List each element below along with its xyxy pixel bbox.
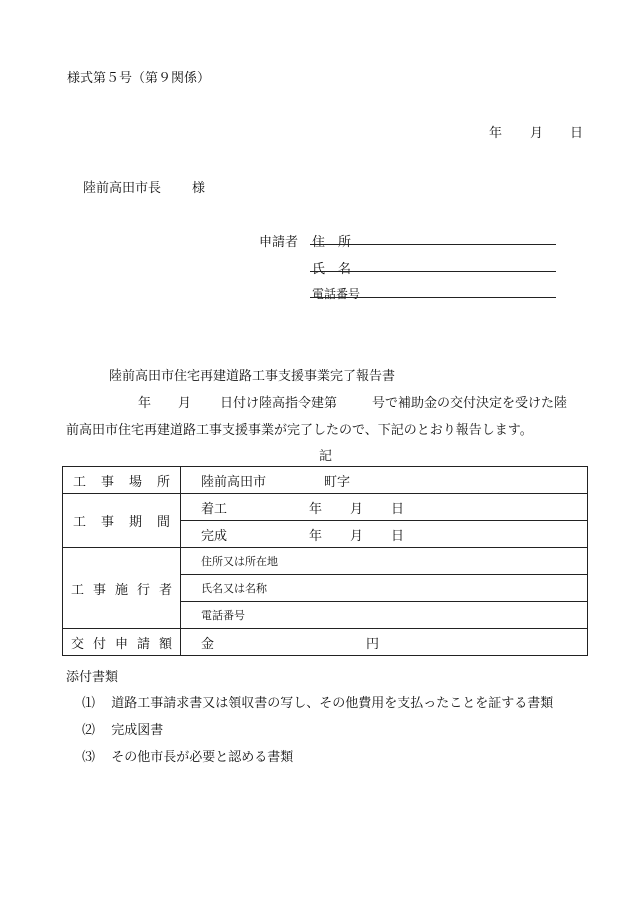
body-day-prefix: 日付け陸高指令建第 xyxy=(220,396,338,411)
site-row xyxy=(63,467,588,494)
attachment-item xyxy=(82,746,293,765)
attachment-text: 完成図書 xyxy=(111,723,164,738)
attachment-item xyxy=(82,692,553,711)
attachment-item xyxy=(82,719,163,738)
start-date-cell[interactable]: 着工 年 月 日 xyxy=(181,494,588,521)
addressee-honorific: 様 xyxy=(192,181,206,196)
applicant-label: 申請者 xyxy=(259,235,299,250)
addressee-name: 陸前高田市長 xyxy=(83,181,162,196)
amount-row xyxy=(63,629,588,656)
contractor-label: 工 事 施 行 者 xyxy=(63,548,181,629)
applicant-name-label: 氏 名 xyxy=(312,262,352,277)
attachment-num: ⑵ xyxy=(82,723,96,738)
amount-value[interactable] xyxy=(181,629,588,656)
period-label: 工 事 期 間 xyxy=(63,494,181,548)
attachment-num: ⑶ xyxy=(82,750,96,765)
attachment-text: その他市長が必要と認める書類 xyxy=(111,750,294,765)
end-date-cell[interactable]: 完成 年 月 日 xyxy=(181,521,588,548)
amount-unit: 円 xyxy=(366,636,380,652)
applicant-name-field[interactable] xyxy=(310,271,556,272)
end-label: 完成 xyxy=(201,528,228,544)
attachment-text: 道路工事請求書又は領収書の写し、その他費用を支払ったことを証する書類 xyxy=(111,696,554,711)
document-title: 陸前高田市住宅再建道路工事支援事業完了報告書 xyxy=(109,369,396,384)
applicant-address-label: 住 所 xyxy=(312,235,352,250)
report-table xyxy=(62,466,588,656)
applicant-phone-field[interactable] xyxy=(310,297,556,298)
site-value[interactable] xyxy=(181,467,588,494)
applicant-address-field[interactable] xyxy=(310,244,556,245)
form-number: 様式第５号（第９関係） xyxy=(67,71,211,86)
date-day-label: 日 xyxy=(570,126,584,141)
contractor-row-1 xyxy=(63,548,588,575)
date-year-label: 年 xyxy=(489,126,503,141)
site-city: 陸前高田市 xyxy=(201,474,267,490)
contractor-phone-cell[interactable]: 電話番号 xyxy=(181,602,588,629)
amount-prefix: 金 xyxy=(201,636,215,652)
amount-label: 交 付 申 請 額 xyxy=(63,629,181,656)
attachments-heading: 添付書類 xyxy=(66,670,119,685)
date-month-label: 月 xyxy=(530,126,544,141)
attachment-num: ⑴ xyxy=(82,696,96,711)
contractor-name-cell[interactable]: 氏名又は名称 xyxy=(181,575,588,602)
body-year: 年 xyxy=(138,396,152,411)
applicant-phone-label: 電話番号 xyxy=(312,287,361,301)
body-month: 月 xyxy=(178,396,192,411)
ki-heading: 記 xyxy=(319,449,333,464)
body-line2: 前高田市住宅再建道路工事支援事業が完了したので、下記のとおり報告します。 xyxy=(66,423,533,438)
contractor-address-cell[interactable]: 住所又は所在地 xyxy=(181,548,588,575)
body-line1-rest: 号で補助金の交付決定を受けた陸 xyxy=(372,396,568,411)
site-label: 工 事 場 所 xyxy=(63,467,181,494)
start-label: 着工 xyxy=(201,501,228,517)
site-town: 町字 xyxy=(324,474,351,490)
period-start-row xyxy=(63,494,588,521)
